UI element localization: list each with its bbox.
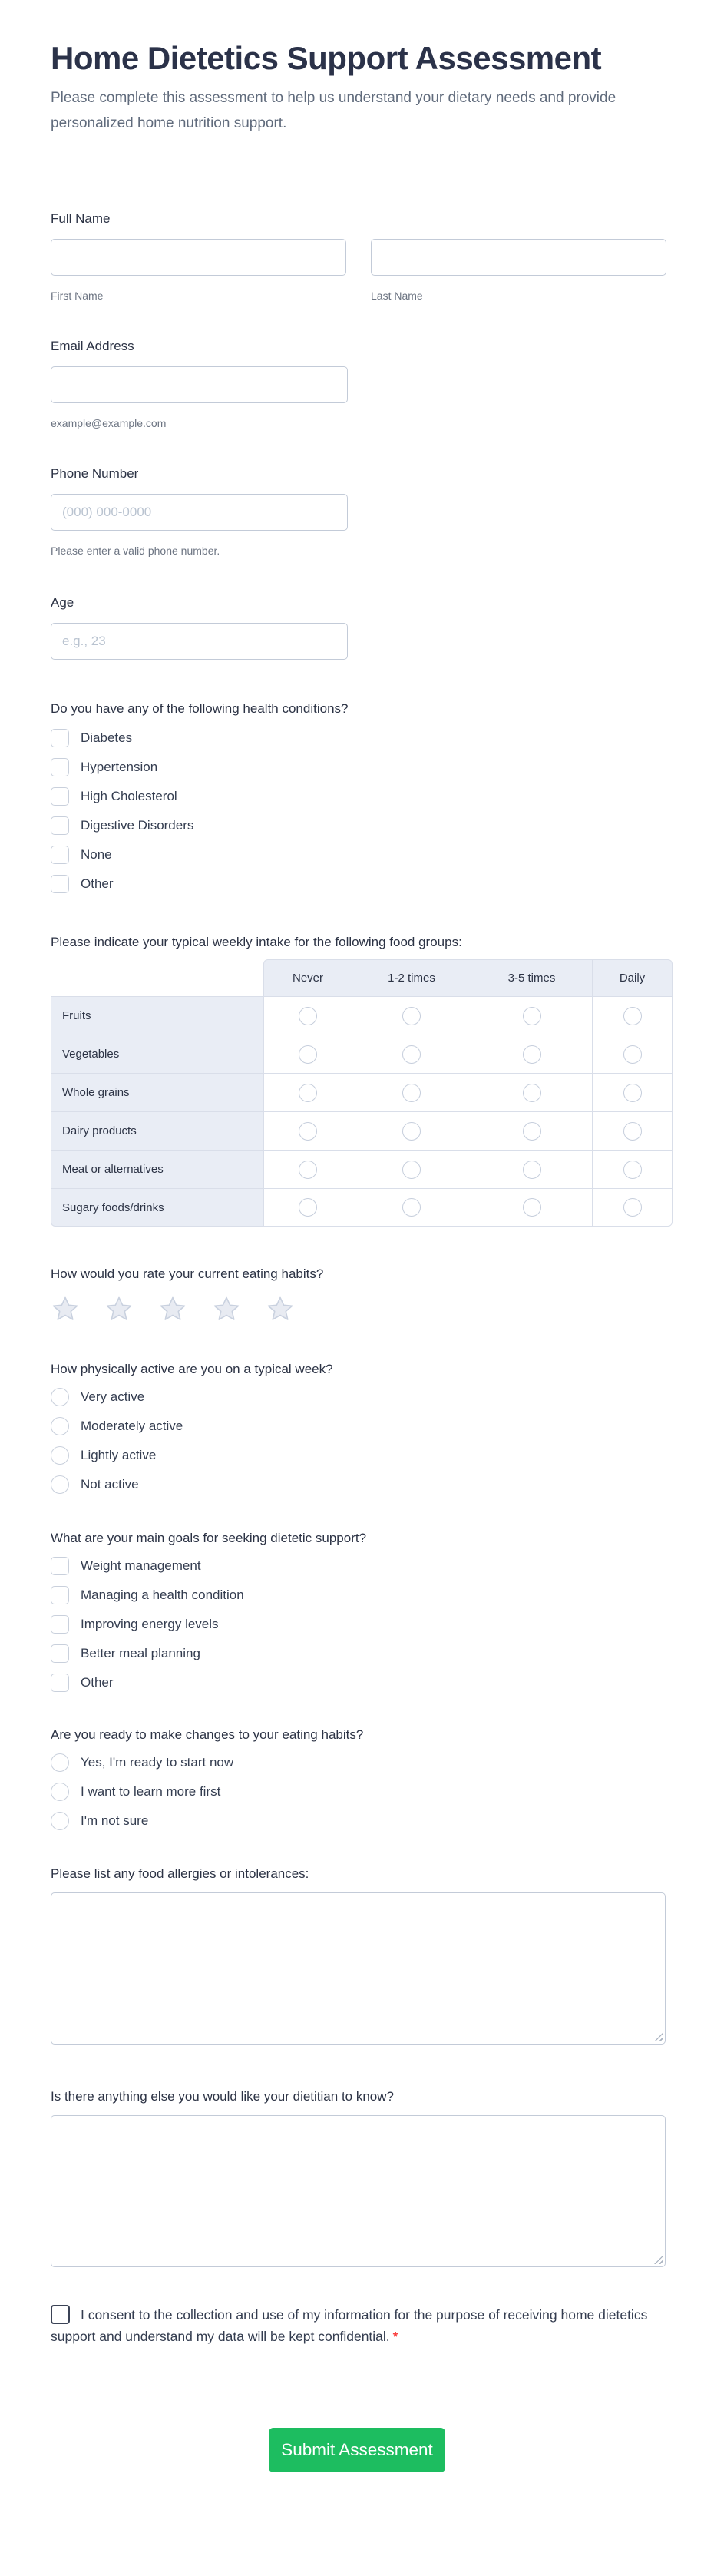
anything-else-textarea[interactable]: [51, 2115, 666, 2267]
question-allergies: [51, 1865, 666, 2045]
matrix-radio[interactable]: [623, 1045, 642, 1064]
allergies-textarea[interactable]: [51, 1892, 666, 2045]
checkbox-icon[interactable]: [51, 1586, 69, 1604]
question-anything-else: [51, 2088, 666, 2267]
star-icon[interactable]: [51, 1295, 80, 1324]
checkbox-option[interactable]: [51, 816, 666, 835]
activity-label: How physically active are you on a typical week?: [51, 1362, 333, 1376]
intake-table: [51, 959, 666, 1227]
star-icon[interactable]: [104, 1295, 134, 1324]
checkbox-option[interactable]: [51, 846, 666, 864]
email-sublabel: example@example.com: [51, 417, 167, 429]
matrix-radio[interactable]: [299, 1084, 317, 1102]
health-conditions-label: Do you have any of the following health conditions?: [51, 701, 349, 716]
activity-options: [51, 1388, 666, 1494]
matrix-row-label: Sugary foods/drinks: [51, 1188, 263, 1227]
page-title: Home Dietetics Support Assessment: [51, 40, 602, 76]
option-label: High Cholesterol: [81, 789, 177, 803]
matrix-col-header: Never: [263, 959, 352, 996]
matrix-row-label: Meat or alternatives: [51, 1150, 263, 1188]
page-subtitle: Please complete this assessment to help us understand your dietary needs and provide personalized home nutrition support.: [51, 90, 616, 131]
checkbox-icon[interactable]: [51, 1615, 69, 1634]
option-label: Hypertension: [81, 760, 158, 774]
option-label: Not active: [81, 1477, 139, 1492]
matrix-radio[interactable]: [623, 1007, 642, 1025]
checkbox-icon[interactable]: [51, 846, 69, 864]
phone-sublabel: Please enter a valid phone number.: [51, 545, 220, 557]
matrix-corner-cell: [51, 959, 263, 996]
matrix-row: [51, 1073, 673, 1111]
phone-input[interactable]: [51, 494, 348, 531]
checkbox-option[interactable]: [51, 1557, 666, 1575]
checkbox-icon[interactable]: [51, 758, 69, 776]
option-label: Better meal planning: [81, 1646, 200, 1660]
checkbox-icon[interactable]: [51, 1557, 69, 1575]
full-name-label: Full Name: [51, 211, 111, 226]
matrix-radio[interactable]: [523, 1122, 541, 1141]
matrix-row: [51, 1035, 673, 1073]
last-name-column: [371, 239, 666, 303]
option-label: I want to learn more first: [81, 1784, 221, 1799]
rating-label: How would you rate your current eating habits?: [51, 1266, 324, 1281]
radio-option[interactable]: [51, 1783, 666, 1801]
matrix-row: [51, 1111, 673, 1150]
question-goals: [51, 1529, 666, 1692]
matrix-radio[interactable]: [523, 1084, 541, 1102]
radio-option[interactable]: [51, 1417, 666, 1435]
matrix-radio[interactable]: [402, 1122, 421, 1141]
email-label: Email Address: [51, 339, 134, 353]
checkbox-option[interactable]: [51, 729, 666, 747]
submit-button[interactable]: Submit Assessment: [269, 2428, 445, 2472]
option-label: Improving energy levels: [81, 1617, 219, 1631]
checkbox-option[interactable]: [51, 875, 666, 893]
matrix-row-label: Vegetables: [51, 1035, 263, 1073]
option-label: Managing a health condition: [81, 1588, 244, 1602]
first-name-sublabel: First Name: [51, 290, 104, 302]
allergies-label: Please list any food allergies or intolerances:: [51, 1866, 309, 1881]
matrix-radio[interactable]: [623, 1084, 642, 1102]
form-header: [0, 0, 714, 164]
age-label: Age: [51, 595, 74, 610]
matrix-radio[interactable]: [623, 1122, 642, 1141]
question-activity: [51, 1360, 666, 1494]
first-name-column: [51, 239, 346, 303]
star-icon[interactable]: [158, 1295, 187, 1324]
checkbox-icon[interactable]: [51, 816, 69, 835]
consent-text: I consent to the collection and use of my information for the purpose of receiving home dietetics support and understand my data will be kept confidential.: [51, 2307, 648, 2344]
matrix-row: [51, 1188, 673, 1227]
intake-label: Please indicate your typical weekly intake for the following food groups:: [51, 935, 462, 949]
matrix-radio[interactable]: [623, 1161, 642, 1179]
radio-icon[interactable]: [51, 1812, 69, 1830]
option-label: Other: [81, 1675, 114, 1690]
matrix-radio[interactable]: [402, 1161, 421, 1179]
matrix-row-label: Whole grains: [51, 1073, 263, 1111]
star-rating: [51, 1294, 666, 1325]
checkbox-icon[interactable]: [51, 1674, 69, 1692]
anything-else-label: Is there anything else you would like your dietitian to know?: [51, 2089, 394, 2104]
option-label: None: [81, 847, 112, 862]
radio-option[interactable]: [51, 1388, 666, 1406]
radio-icon[interactable]: [51, 1475, 69, 1494]
consent-checkbox[interactable]: [51, 2305, 70, 2324]
question-health-conditions: [51, 700, 666, 893]
goals-options: [51, 1557, 666, 1692]
radio-option[interactable]: [51, 1446, 666, 1465]
matrix-col-header: 3-5 times: [471, 959, 592, 996]
readiness-options: [51, 1753, 666, 1830]
radio-icon[interactable]: [51, 1446, 69, 1465]
matrix-radio[interactable]: [402, 1084, 421, 1102]
checkbox-icon[interactable]: [51, 729, 69, 747]
matrix-radio[interactable]: [299, 1161, 317, 1179]
question-email: [51, 337, 666, 431]
option-label: Yes, I'm ready to start now: [81, 1755, 234, 1770]
matrix-col-header: 1-2 times: [352, 959, 471, 996]
email-input[interactable]: [51, 366, 348, 403]
matrix-header-row: [51, 959, 673, 996]
question-full-name: [51, 210, 666, 303]
matrix-radio[interactable]: [402, 1198, 421, 1217]
checkbox-option[interactable]: [51, 1644, 666, 1663]
last-name-sublabel: Last Name: [371, 290, 423, 302]
matrix-row-label: Fruits: [51, 996, 263, 1035]
goals-label: What are your main goals for seeking dietetic support?: [51, 1531, 367, 1545]
option-label: Moderately active: [81, 1419, 183, 1433]
matrix-row: [51, 1150, 673, 1188]
matrix-radio[interactable]: [523, 1161, 541, 1179]
option-label: I'm not sure: [81, 1813, 149, 1828]
health-conditions-options: [51, 729, 666, 893]
consent-row[interactable]: [51, 2304, 666, 2347]
option-label: Diabetes: [81, 730, 133, 745]
question-eating-habits-rating: [51, 1265, 666, 1325]
first-name-input[interactable]: [51, 239, 346, 276]
matrix-radio[interactable]: [523, 1198, 541, 1217]
question-intake-matrix: [51, 933, 666, 1227]
question-age: [51, 594, 666, 660]
full-name-inputs: [51, 239, 666, 303]
radio-icon[interactable]: [51, 1783, 69, 1801]
star-icon[interactable]: [212, 1295, 241, 1324]
matrix-radio[interactable]: [299, 1045, 317, 1064]
checkbox-option[interactable]: [51, 1586, 666, 1604]
form-footer: [0, 2399, 714, 2511]
matrix-radio[interactable]: [623, 1198, 642, 1217]
checkbox-icon[interactable]: [51, 1644, 69, 1663]
last-name-input[interactable]: [371, 239, 666, 276]
required-asterisk: *: [392, 2329, 398, 2344]
option-label: Digestive Disorders: [81, 818, 194, 833]
radio-option[interactable]: [51, 1753, 666, 1772]
radio-icon[interactable]: [51, 1417, 69, 1435]
option-label: Lightly active: [81, 1448, 157, 1462]
matrix-radio[interactable]: [523, 1045, 541, 1064]
question-readiness: [51, 1726, 666, 1830]
option-label: Other: [81, 876, 114, 891]
matrix-radio[interactable]: [299, 1007, 317, 1025]
radio-option[interactable]: [51, 1475, 666, 1494]
readiness-label: Are you ready to make changes to your eating habits?: [51, 1727, 364, 1742]
option-label: Very active: [81, 1389, 145, 1404]
phone-label: Phone Number: [51, 466, 139, 481]
radio-icon[interactable]: [51, 1753, 69, 1772]
matrix-radio[interactable]: [402, 1045, 421, 1064]
matrix-radio[interactable]: [299, 1198, 317, 1217]
checkbox-option[interactable]: [51, 1615, 666, 1634]
question-phone: [51, 465, 666, 558]
radio-option[interactable]: [51, 1812, 666, 1830]
matrix-radio[interactable]: [402, 1007, 421, 1025]
checkbox-option[interactable]: [51, 787, 666, 806]
matrix-col-header: Daily: [592, 959, 673, 996]
matrix-radio[interactable]: [299, 1122, 317, 1141]
form-body: [0, 210, 714, 2399]
radio-icon[interactable]: [51, 1388, 69, 1406]
checkbox-option[interactable]: [51, 1674, 666, 1692]
age-input[interactable]: [51, 623, 348, 660]
checkbox-icon[interactable]: [51, 787, 69, 806]
option-label: Weight management: [81, 1558, 201, 1573]
matrix-radio[interactable]: [523, 1007, 541, 1025]
matrix-row-label: Dairy products: [51, 1111, 263, 1150]
checkbox-icon[interactable]: [51, 875, 69, 893]
star-icon[interactable]: [266, 1295, 295, 1324]
matrix-row: [51, 996, 673, 1035]
checkbox-option[interactable]: [51, 758, 666, 776]
